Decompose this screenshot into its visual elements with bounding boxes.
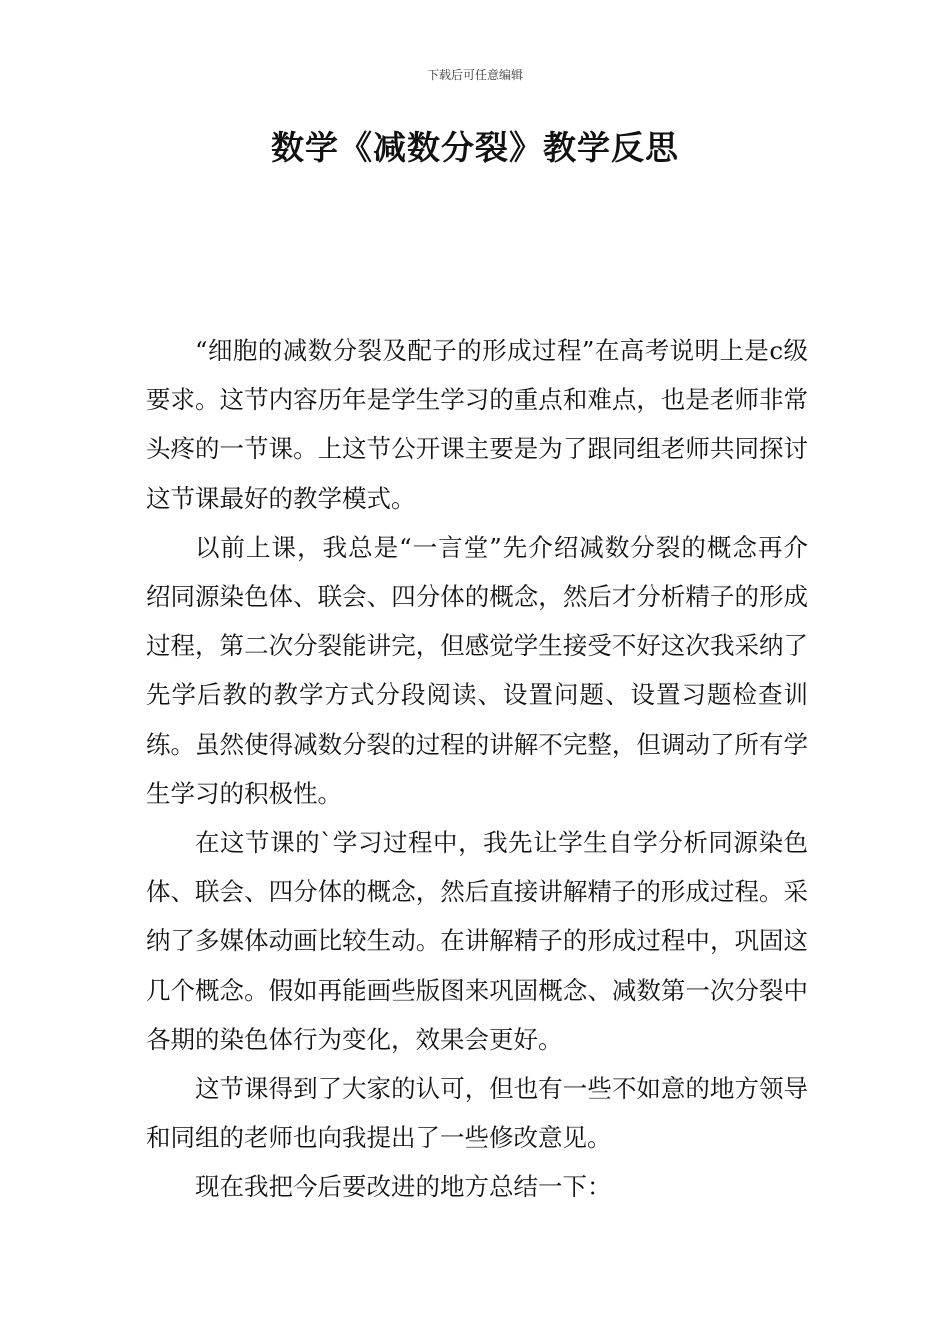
paragraph: 在这节课的`学习过程中，我先让学生自学分析同源染色体、联会、四分体的概念，然后直接讲解精子的形成过程。采纳了多媒体动画比较生动。在讲解精子的形成过程中，巩固这几个概念。假如再能画些版图来巩固概念、减数第一次分裂中各期的染色体行为变化，效果会更好。	[146, 828, 808, 1054]
document-body	[146, 326, 808, 1212]
document-title: 数学《减数分裂》教学反思	[271, 128, 679, 167]
paragraph: “细胞的减数分裂及配子的形成过程”在高考说明上是c级要求。这节内容历年是学生学习的重点和难点，也是老师非常头疼的一节课。上这节公开课主要是为了跟同组老师共同探讨这节课最好的教学模式。	[146, 336, 808, 513]
paragraph: 现在我把今后要改进的地方总结一下：	[195, 1172, 612, 1202]
download-note: 下载后可任意编辑	[426, 68, 523, 82]
paragraph: 以前上课，我总是“一言堂”先介绍减数分裂的概念再介绍同源染色体、联会、四分体的概念，然后才分析精子的形成过程，第二次分裂能讲完，但感觉学生接受不好这次我采纳了先学后教的教学方式分段阅读、设置问题、设置习题检查训练。虽然使得减数分裂的过程的讲解不完整，但调动了所有学生学习的积极性。	[146, 532, 808, 808]
paragraph: 这节课得到了大家的认可，但也有一些不如意的地方领导和同组的老师也向我提出了一些修改意见。	[146, 1074, 808, 1153]
